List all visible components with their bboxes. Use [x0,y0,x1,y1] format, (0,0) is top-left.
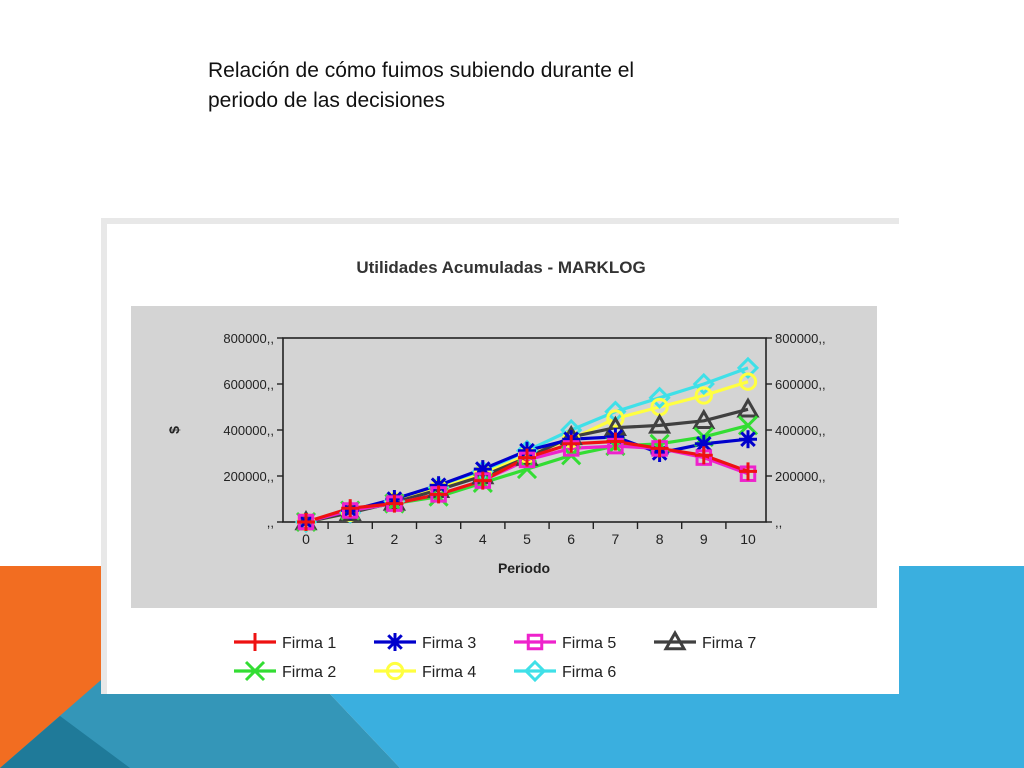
y-tick-label-left: 200000,, [223,469,274,484]
legend-label: Firma 6 [562,664,617,681]
series-marker-star [386,633,404,651]
y-axis-label: $ [166,426,182,434]
y-tick-label-left: 600000,, [223,377,274,392]
x-tick-label: 10 [740,531,756,547]
x-tick-label: 8 [655,531,664,547]
chart-left-border [101,218,107,694]
x-tick-label: 1 [346,531,355,547]
y-tick-label-right: 800000,, [775,331,826,346]
x-tick-label: 5 [523,531,531,547]
series-marker-star [739,430,757,448]
x-tick-label: 3 [434,531,443,547]
line-chart [101,218,899,694]
legend-label: Firma 1 [282,635,337,652]
x-tick-label: 6 [567,531,576,547]
y-tick-label-right: 400000,, [775,423,826,438]
y-tick-label-right: 200000,, [775,469,826,484]
y-tick-label-left: 400000,, [223,423,274,438]
y-tick-label-left: ,, [266,515,274,530]
y-tick-label-left: 800000,, [223,331,274,346]
legend-label: Firma 5 [562,635,617,652]
x-tick-label: 7 [611,531,620,547]
blue-lower-band [330,694,1024,768]
legend-label: Firma 7 [702,635,757,652]
legend-label: Firma 4 [422,664,477,681]
series-marker-plus [246,633,264,651]
x-tick-label: 4 [478,531,487,547]
x-axis-label: Periodo [497,560,551,576]
heading-line-1: Relación de cómo fuimos subiendo durante el [208,59,635,82]
y-tick-label-right: ,, [775,515,783,530]
x-tick-label: 9 [699,531,708,547]
slide-heading [208,56,728,116]
heading-line-2: periodo de las decisiones [208,89,445,112]
x-tick-label: 0 [302,531,310,547]
legend-label: Firma 3 [422,635,477,652]
legend-label: Firma 2 [282,664,337,681]
chart-title: Utilidades Acumuladas - MARKLOG [356,258,646,277]
x-tick-label: 2 [390,531,399,547]
chart-top-border [101,218,899,224]
y-tick-label-right: 600000,, [775,377,826,392]
